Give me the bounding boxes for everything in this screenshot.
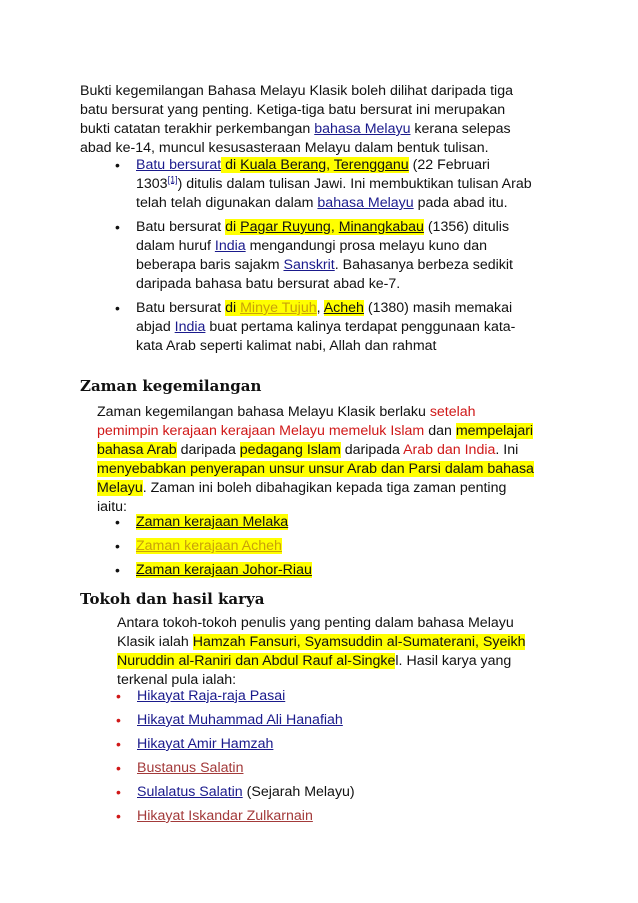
era-melaka-link[interactable]: Zaman kerajaan Melaka [136, 514, 289, 530]
list-text: (22 Februari [408, 157, 490, 173]
list-item [116, 711, 557, 730]
bullet-icon: • [115, 219, 120, 235]
intro-line: abad ke-14, muncul kesusasteraan Melayu dalam bentuk tulisan. [80, 140, 489, 156]
works-list [116, 687, 557, 826]
eras-list [115, 513, 556, 580]
bullet-icon: • [116, 736, 121, 752]
zaman-paragraph [97, 403, 577, 517]
list-text: daripada bahasa batu bersurat abad ke-7. [136, 276, 401, 292]
list-text: (1356) ditulis [423, 219, 510, 235]
highlight-text: , [326, 157, 334, 173]
list-text: , [316, 300, 324, 316]
india-link[interactable]: India [174, 319, 206, 335]
paragraph-text: dan [424, 423, 456, 439]
list-item [115, 299, 556, 356]
highlight-text: Nuruddin al-Raniri dan Abdul Rauf al-Singke [117, 653, 396, 669]
list-text: beberapa baris sajakm [136, 257, 284, 273]
highlight-text: mempelajari [455, 423, 534, 439]
minangkabau-link[interactable]: Minangkabau [338, 219, 424, 235]
list-text: pada abad itu. [413, 195, 508, 211]
list-text: 1303 [136, 176, 168, 192]
list-text: (1380) masih memakai [363, 300, 513, 316]
minye-tujuh-link[interactable]: Minye Tujuh [240, 300, 317, 316]
list-text: mengandungi prosa melayu kuno dan [245, 238, 487, 254]
highlight-text: pedagang Islam [239, 442, 341, 458]
work-link[interactable]: Sulalatus Salatin [137, 784, 243, 800]
bullet-icon: • [115, 157, 120, 173]
section-heading-zaman-kegemilangan: Zaman kegemilangan [80, 377, 262, 395]
list-item [115, 218, 556, 294]
bahasa-melayu-link[interactable]: bahasa Melayu [314, 121, 411, 137]
bullet-icon: • [115, 514, 120, 530]
highlight-text: Hamzah Fansuri, Syamsuddin al-Sumaterani, Syeikh [192, 634, 526, 650]
list-text: (Sejarah Melayu) [242, 784, 355, 800]
list-item [115, 513, 556, 532]
work-link[interactable]: Hikayat Raja-raja Pasai [137, 688, 286, 704]
work-link[interactable]: Hikayat Amir Hamzah [137, 736, 274, 752]
paragraph-text: Klasik ialah [117, 634, 193, 650]
work-link[interactable]: Hikayat Muhammad Ali Hanafiah [137, 712, 343, 728]
list-item [115, 156, 556, 213]
list-text: buat pertama kalinya terdapat penggunaan kata- [205, 319, 516, 335]
intro-paragraph [80, 82, 560, 158]
list-item [116, 807, 557, 826]
bullet-icon: • [116, 688, 121, 704]
section-heading-tokoh: Tokoh dan hasil karya [80, 590, 265, 608]
paragraph-text: terkenal pula ialah: [117, 672, 237, 688]
red-text: setelah [429, 404, 476, 420]
intro-text: kerana selepas [410, 121, 511, 137]
list-text: Batu bersurat [136, 300, 226, 316]
red-text: pemimpin kerajaan kerajaan Melayu memeluk Islam [97, 423, 425, 439]
list-text: . Bahasanya berbeza sedikit [334, 257, 513, 273]
acheh-link[interactable]: Acheh [323, 300, 364, 316]
era-johor-riau-link[interactable]: Zaman kerajaan Johor-Riau [136, 562, 312, 578]
era-acheh-link[interactable]: Zaman kerajaan Acheh [136, 538, 282, 554]
kuala-berang-link[interactable]: Kuala Berang [240, 157, 327, 173]
sanskrit-link[interactable]: Sanskrit [283, 257, 335, 273]
terengganu-link[interactable]: Terengganu [333, 157, 409, 173]
bullet-icon: • [115, 538, 120, 554]
paragraph-text: . Ini [495, 442, 519, 458]
list-item [115, 561, 556, 580]
list-text: telah telah digunakan dalam [136, 195, 318, 211]
list-text: dalam huruf [136, 238, 215, 254]
list-item [116, 759, 557, 778]
footnote-link[interactable]: [1] [167, 174, 178, 185]
list-text: abjad [136, 319, 175, 335]
tokoh-paragraph [117, 614, 577, 690]
pagar-ruyung-link[interactable]: Pagar Ruyung [240, 219, 331, 235]
highlight-text: di [225, 219, 241, 235]
list-item [115, 537, 556, 556]
paragraph-text: l. Hasil karya yang [395, 653, 512, 669]
red-text: Arab dan India [403, 442, 496, 458]
bullet-icon: • [116, 760, 121, 776]
work-link[interactable]: Hikayat Iskandar Zulkarnain [137, 808, 313, 824]
list-text: Batu bersurat [136, 219, 226, 235]
intro-line: batu bersurat yang penting. Ketiga-tiga batu bersurat ini merupakan [80, 102, 506, 118]
list-text: ) ditulis dalam tulisan Jawi. Ini membuktikan tulisan Arab [177, 176, 532, 192]
list-item [116, 687, 557, 706]
highlight-text: , [330, 219, 339, 235]
paragraph-text: daripada [340, 442, 404, 458]
highlight-text: di [225, 300, 241, 316]
bullet-icon: • [115, 562, 120, 578]
bullet-icon: • [116, 712, 121, 728]
list-item [116, 783, 557, 802]
paragraph-text: daripada [176, 442, 240, 458]
work-link[interactable]: Bustanus Salatin [137, 760, 244, 776]
paragraph-text: iaitu: [97, 499, 127, 515]
bullet-icon: • [116, 808, 121, 824]
list-text: kata Arab seperti kalimat nabi, Allah dan rahmat [136, 338, 437, 354]
paragraph-text: Zaman kegemilangan bahasa Melayu Klasik berlaku [97, 404, 430, 420]
india-link[interactable]: India [214, 238, 246, 254]
stones-list [115, 156, 556, 356]
intro-line: Bukti kegemilangan Bahasa Melayu Klasik boleh dilihat daripada tiga [80, 83, 513, 99]
bullet-icon: • [116, 784, 121, 800]
batu-bersurat-link[interactable]: Batu bersurat [136, 157, 222, 173]
highlight-text: menyebabkan penyerapan unsur unsur Arab dan Parsi dalam bahasa [97, 461, 534, 477]
highlight-text: bahasa Arab [97, 442, 177, 458]
list-item [116, 735, 557, 754]
highlight-text: di [221, 157, 241, 173]
paragraph-text: Antara tokoh-tokoh penulis yang penting dalam bahasa Melayu [117, 615, 514, 631]
intro-line: bukti catatan terakhir perkembangan [80, 121, 315, 137]
bullet-icon: • [115, 300, 120, 316]
highlight-text: Melayu [97, 480, 143, 496]
paragraph-text: . Zaman ini boleh dibahagikan kepada tiga zaman penting [142, 480, 507, 496]
bahasa-melayu-link[interactable]: bahasa Melayu [317, 195, 414, 211]
